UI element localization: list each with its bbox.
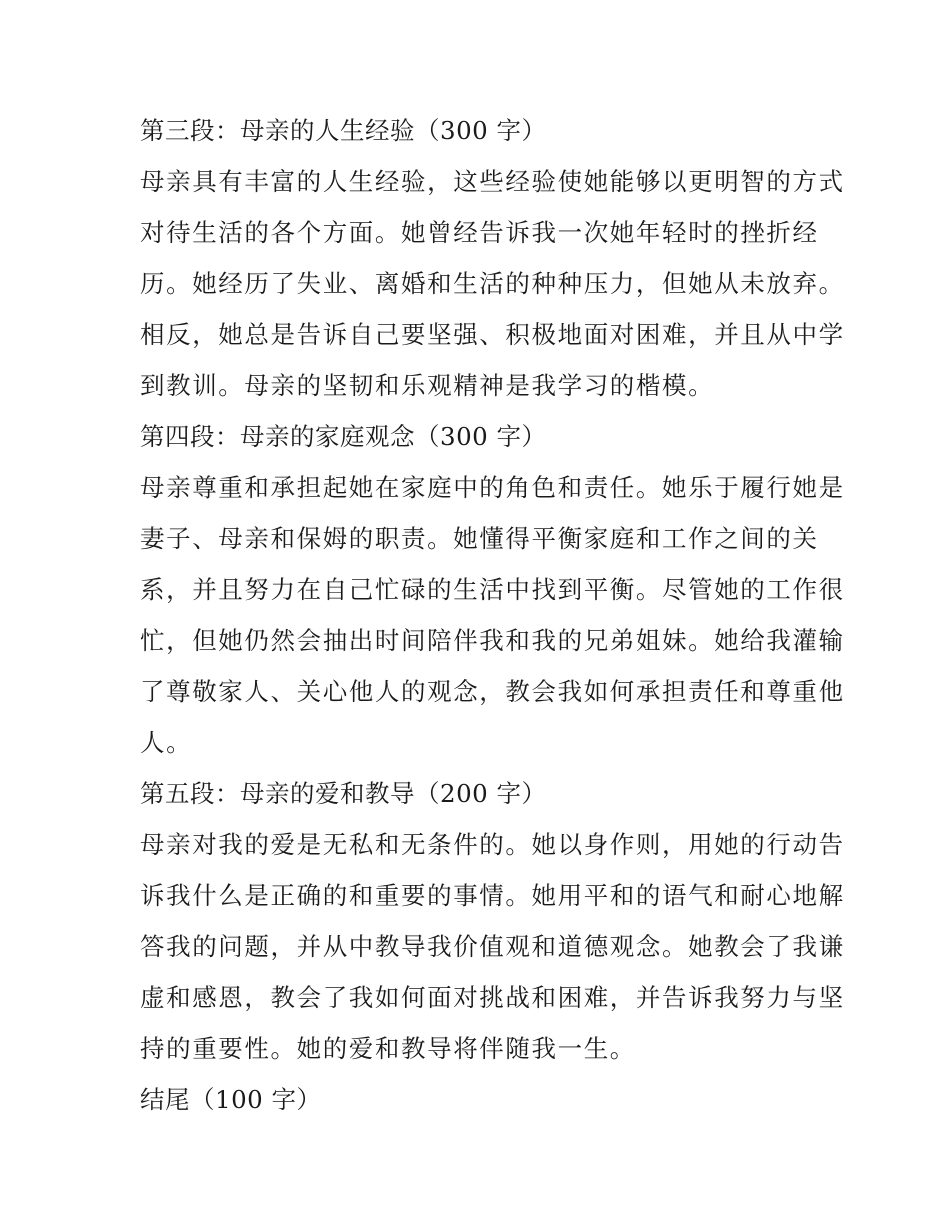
- paragraph-line: 母亲对我的爱是无私和无条件的。她以身作则，用她的行动告: [140, 830, 845, 859]
- paragraph-line: 诉我什么是正确的和重要的事情。她用平和的语气和耐心地解: [140, 881, 845, 910]
- paragraph-line: 到教训。母亲的坚韧和乐观精神是我学习的楷模。: [140, 371, 715, 400]
- paragraph-line: 忙，但她仍然会抽出时间陪伴我和我的兄弟姐妹。她给我灌输: [140, 626, 845, 655]
- paragraph-line: 答我的问题，并从中教导我价值观和道德观念。她教会了我谦: [140, 932, 845, 961]
- section-heading: 第四段：母亲的家庭观念（300 字）: [140, 422, 547, 451]
- section-heading: 第五段：母亲的爱和教导（200 字）: [140, 779, 547, 808]
- paragraph-line: 妻子、母亲和保姆的职责。她懂得平衡家庭和工作之间的关: [140, 524, 819, 553]
- section-heading: 结尾（100 字）: [140, 1085, 322, 1114]
- document-content: [140, 105, 845, 1125]
- paragraph-line: 系，并且努力在自己忙碌的生活中找到平衡。尽管她的工作很: [140, 575, 845, 604]
- paragraph-line: 虚和感恩，教会了我如何面对挑战和困难，并告诉我努力与坚: [140, 983, 845, 1012]
- paragraph-line: 了尊敬家人、关心他人的观念，教会我如何承担责任和尊重他: [140, 677, 845, 706]
- section-heading: 第三段：母亲的人生经验（300 字）: [140, 116, 547, 145]
- paragraph-line: 相反，她总是告诉自己要坚强、积极地面对困难，并且从中学: [140, 320, 845, 349]
- paragraph-line: 人。: [140, 728, 193, 757]
- paragraph-line: 对待生活的各个方面。她曾经告诉我一次她年轻时的挫折经: [140, 218, 819, 247]
- paragraph-line: 母亲尊重和承担起她在家庭中的角色和责任。她乐于履行她是: [140, 473, 845, 502]
- paragraph-line: 母亲具有丰富的人生经验，这些经验使她能够以更明智的方式: [140, 167, 845, 196]
- paragraph-line: 历。她经历了失业、离婚和生活的种种压力，但她从未放弃。: [140, 269, 845, 298]
- paragraph-line: 持的重要性。她的爱和教导将伴随我一生。: [140, 1034, 636, 1063]
